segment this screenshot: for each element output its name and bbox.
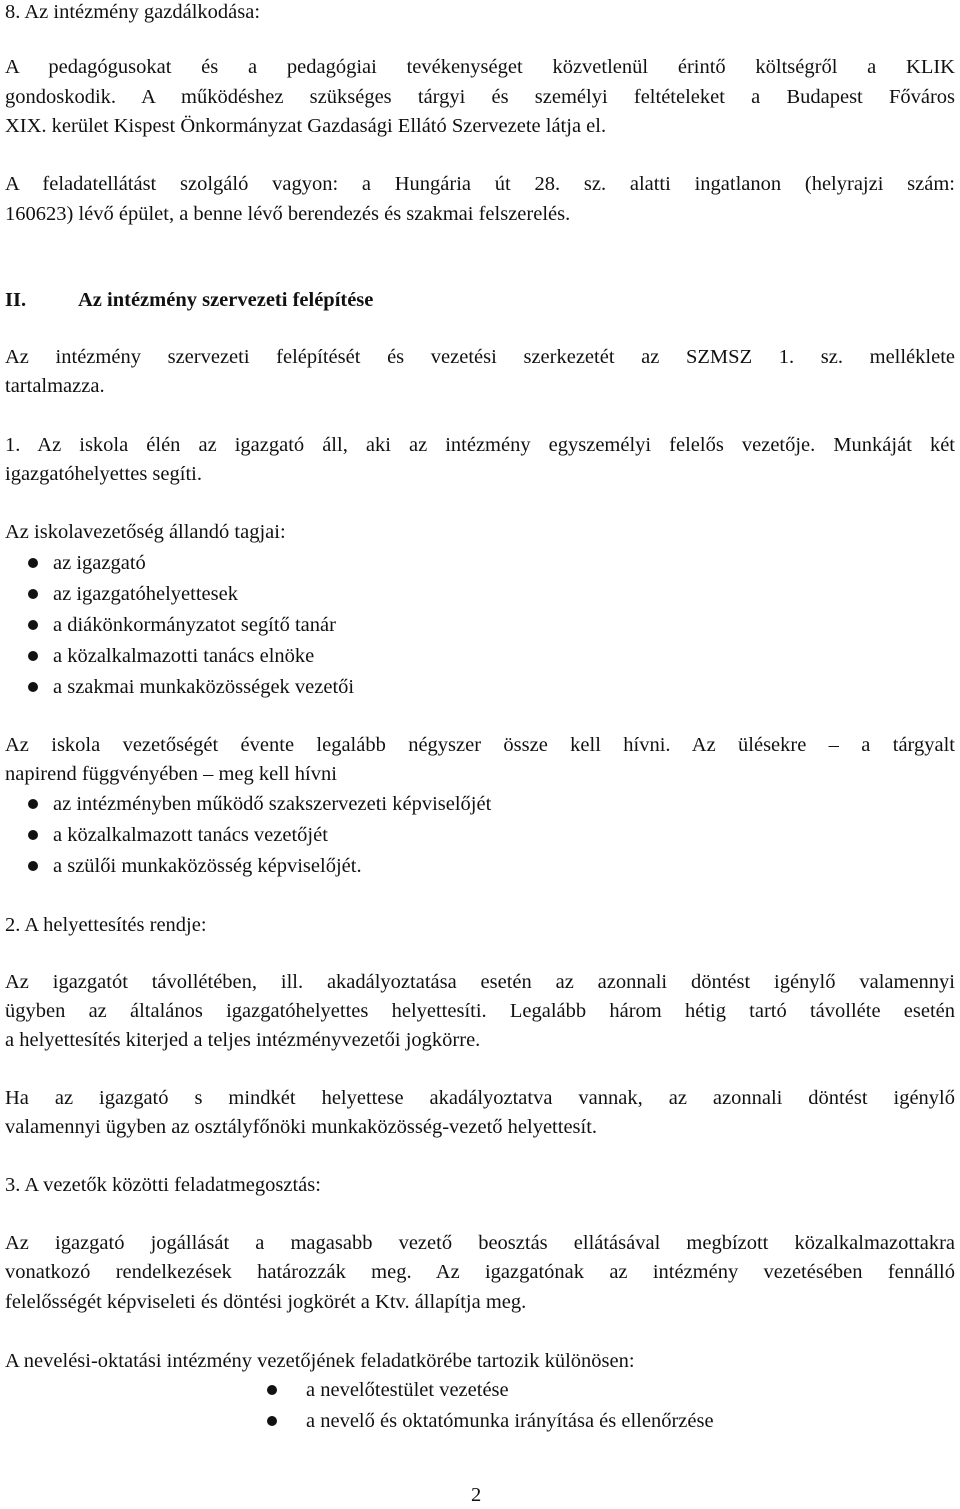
paragraph-costs-line1: A pedagógusokat és a pedagógiai tevékenységet közvetlenül érintő költségről a KLIK (5, 56, 955, 78)
paragraph-meetings-line2: napirend függvényében – meg kell hívni (5, 763, 337, 785)
list-item: a nevelő és oktatómunka irányítása és ellenőrzése (306, 1407, 714, 1435)
paragraph-assets-line1: A feladatellátást szolgáló vagyon: a Hungária út 28. sz. alatti ingatlanon (helyrajzi szám: (5, 173, 955, 195)
list-item: az igazgató (53, 549, 146, 577)
paragraph-substitution-line2: ügyben az általános igazgatóhelyettes helyettesíti. Legalább három hétig tartó távolléte esetén (5, 1000, 955, 1022)
paragraph-substitution-line3: a helyettesítés kiterjed a teljes intézményvezetői jogkörre. (5, 1029, 481, 1051)
list-item: az intézményben működő szakszervezeti képviselőjét (53, 790, 491, 818)
section-ii-title: Az intézmény szervezeti felépítése (78, 289, 374, 311)
list-item: a közalkalmazotti tanács elnöke (53, 642, 314, 670)
paragraph-absence-line2: valamennyi ügyben az osztályfőnöki munkaközösség-vezető helyettesít. (5, 1116, 598, 1138)
list-item: a diákönkormányzatot segítő tanár (53, 611, 336, 639)
paragraph-structure-line2: tartalmazza. (5, 375, 105, 397)
paragraph-substitution-line1: Az igazgatót távollétében, ill. akadályoztatása esetén az azonnali döntést igénylő valamennyi (5, 971, 955, 993)
list-item: a közalkalmazott tanács vezetőjét (53, 821, 328, 849)
paragraph-assets-line2: 160623) lévő épület, a benne lévő berendezés és szakmai felszerelés. (5, 203, 571, 225)
list-item: az igazgatóhelyettesek (53, 580, 238, 608)
paragraph-director-line2: igazgatóhelyettes segíti. (5, 463, 202, 485)
list-item: a szakmai munkaközösségek vezetői (53, 673, 354, 701)
list-item: a nevelőtestület vezetése (306, 1376, 509, 1404)
leadership-members-intro: Az iskolavezetőség állandó tagjai: (5, 521, 286, 543)
list-item: a szülői munkaközösség képviselőjét. (53, 852, 362, 880)
paragraph-absence-line1: Ha az igazgató s mindkét helyettese akadályoztatva vannak, az azonnali döntést igénylő (5, 1087, 955, 1109)
paragraph-costs-line3: XIX. kerület Kispest Önkormányzat Gazdasági Ellátó Szervezete látja el. (5, 115, 607, 137)
task-division-heading: 3. A vezetők közötti feladatmegosztás: (5, 1174, 321, 1196)
paragraph-status-line3: felelősségét képviseleti és döntési jogkörét a Ktv. állapítja meg. (5, 1291, 527, 1313)
paragraph-status-line1: Az igazgató jogállását a magasabb vezető beosztás ellátásával megbízott közalkalmazottakra (5, 1232, 955, 1254)
paragraph-costs-line2: gondoskodik. A működéshez szükséges tárgyi és személyi feltételeket a Budapest Főváros (5, 86, 955, 108)
paragraph-meetings-line1: Az iskola vezetőségét évente legalább négyszer össze kell hívni. Az ülésekre – a tárgyalt (5, 734, 955, 756)
section-8-heading: 8. Az intézmény gazdálkodása: (5, 1, 261, 23)
substitution-heading: 2. A helyettesítés rendje: (5, 914, 207, 936)
paragraph-director-line1: 1. Az iskola élén az igazgató áll, aki az intézmény egyszemélyi felelős vezetője. Munkáját két (5, 434, 955, 456)
page-number: 2 (471, 1484, 482, 1506)
section-ii-number: II. (5, 289, 27, 311)
paragraph-status-line2: vonatkozó rendelkezések határozzák meg. Az igazgatónak az intézmény vezetésében fennálló (5, 1261, 955, 1283)
duties-intro: A nevelési-oktatási intézmény vezetőjének feladatkörébe tartozik különösen: (5, 1350, 635, 1372)
paragraph-structure-line1: Az intézmény szervezeti felépítését és vezetési szerkezetét az SZMSZ 1. sz. melléklete (5, 346, 955, 368)
